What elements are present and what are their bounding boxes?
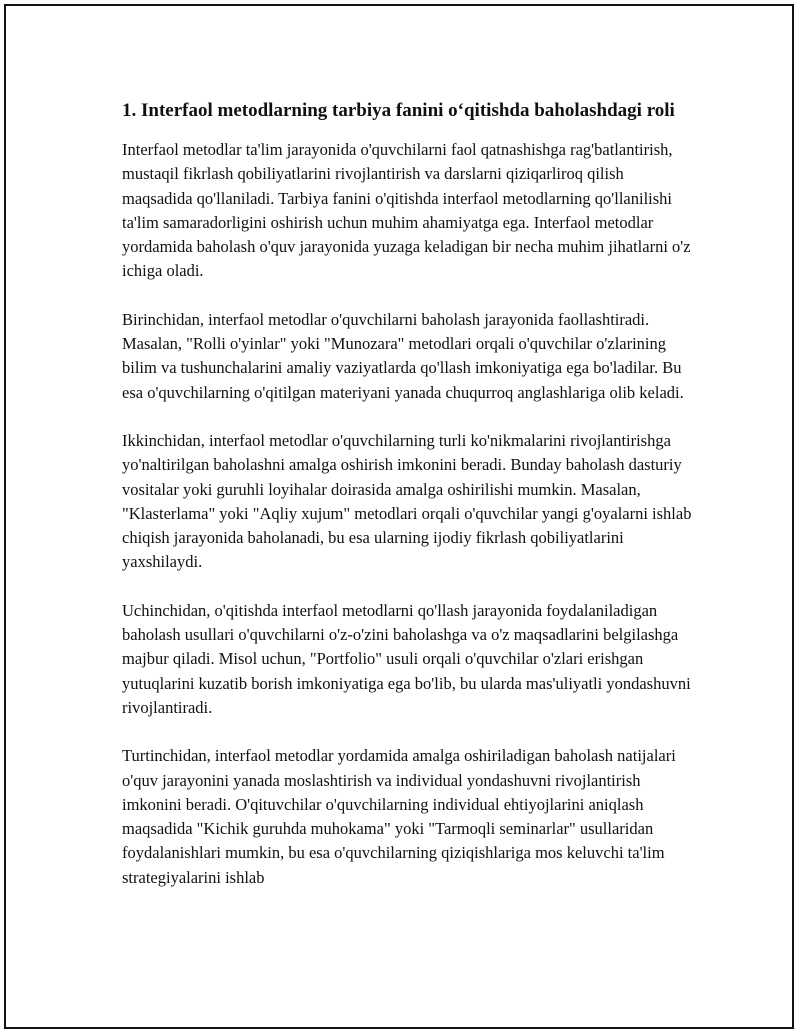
paragraph-intro: Interfaol metodlar ta'lim jarayonida o'quvchilarni faol qatnashishga rag'batlantirish, mustaqil fikrlash qobiliyatlarini rivojlantirish va darslarni qiziqarliroq qilish maqsadida qo'llaniladi. Tarbiya fanini o'qitishda interfaol metodlarning qo'llanilishi ta'lim samaradorligini oshirish uchun muhim ahamiyatga ega. Interfaol metodlar yordamida baholash o'quv jarayonida yuzaga keladigan bir necha muhim jihatlarni o'z ichiga oladi. [122, 140, 691, 281]
section-heading: 1. Interfaol metodlarning tarbiya fanini o‘qitishda baholashdagi roli [122, 100, 675, 121]
document-content [122, 98, 694, 914]
paragraph-third: Uchinchidan, o'qitishda interfaol metodlarni qo'llash jarayonida foydalaniladigan baholash usullari o'quvchilarni o'z-o'zini baholashga va o'z maqsadlarini belgilashga majbur qiladi. Misol uchun, "Portfolio" usuli orqali o'quvchilar o'zlari erishgan yutuqlarini kuzatib borish imkoniyatiga ega bo'lib, bu ularda mas'uliyatli yondashuvni rivojlantiradi. [122, 600, 691, 717]
paragraph-second: Ikkinchidan, interfaol metodlar o'quvchilarning turli ko'nikmalarini rivojlantirishga yo'naltirilgan baholashni amalga oshirish imkonini beradi. Bunday baholash dasturiy vositalar yoki guruhli loyihalar doirasida amalga oshirilishi mumkin. Masalan, "Klasterlama" yoki "Aqliy xujum" metodlari orqali o'quvchilar yangi g'oyalarni ishlab chiqish jarayonida baholanadi, bu esa ularning ijodiy fikrlash qobiliyatlarini yaxshilaydi. [122, 430, 692, 572]
paragraph-fourth: Turtinchidan, interfaol metodlar yordamida amalga oshiriladigan baholash natijalari o'quv jarayonini yanada moslashtirish va individual yondashuvni rivojlantirish imkonini beradi. O'qituvchilar o'quvchilarning individual ehtiyojlarini aniqlash maqsadida "Kichik guruhda muhokama" yoki "Tarmoqli seminarlar" usullaridan foydalanishlari mumkin, bu esa o'quvchilarning qiziqishlariga mos keluvchi ta'lim strategiyalarini ishlab [122, 746, 676, 887]
document-page [4, 4, 794, 1029]
paragraph-first: Birinchidan, interfaol metodlar o'quvchilarni baholash jarayonida faollashtiradi. Masalan, "Rolli o'yinlar" yoki "Munozara" metodlari orqali o'quvchilar o'zlarining bilim va tushunchalarini amaliy vaziyatlarda qo'llash imkoniyatiga ega bo'ladilar. Bu esa o'quvchilarning o'qitilgan materiyani yanada chuqurroq anglashlariga olib keladi. [122, 309, 684, 402]
